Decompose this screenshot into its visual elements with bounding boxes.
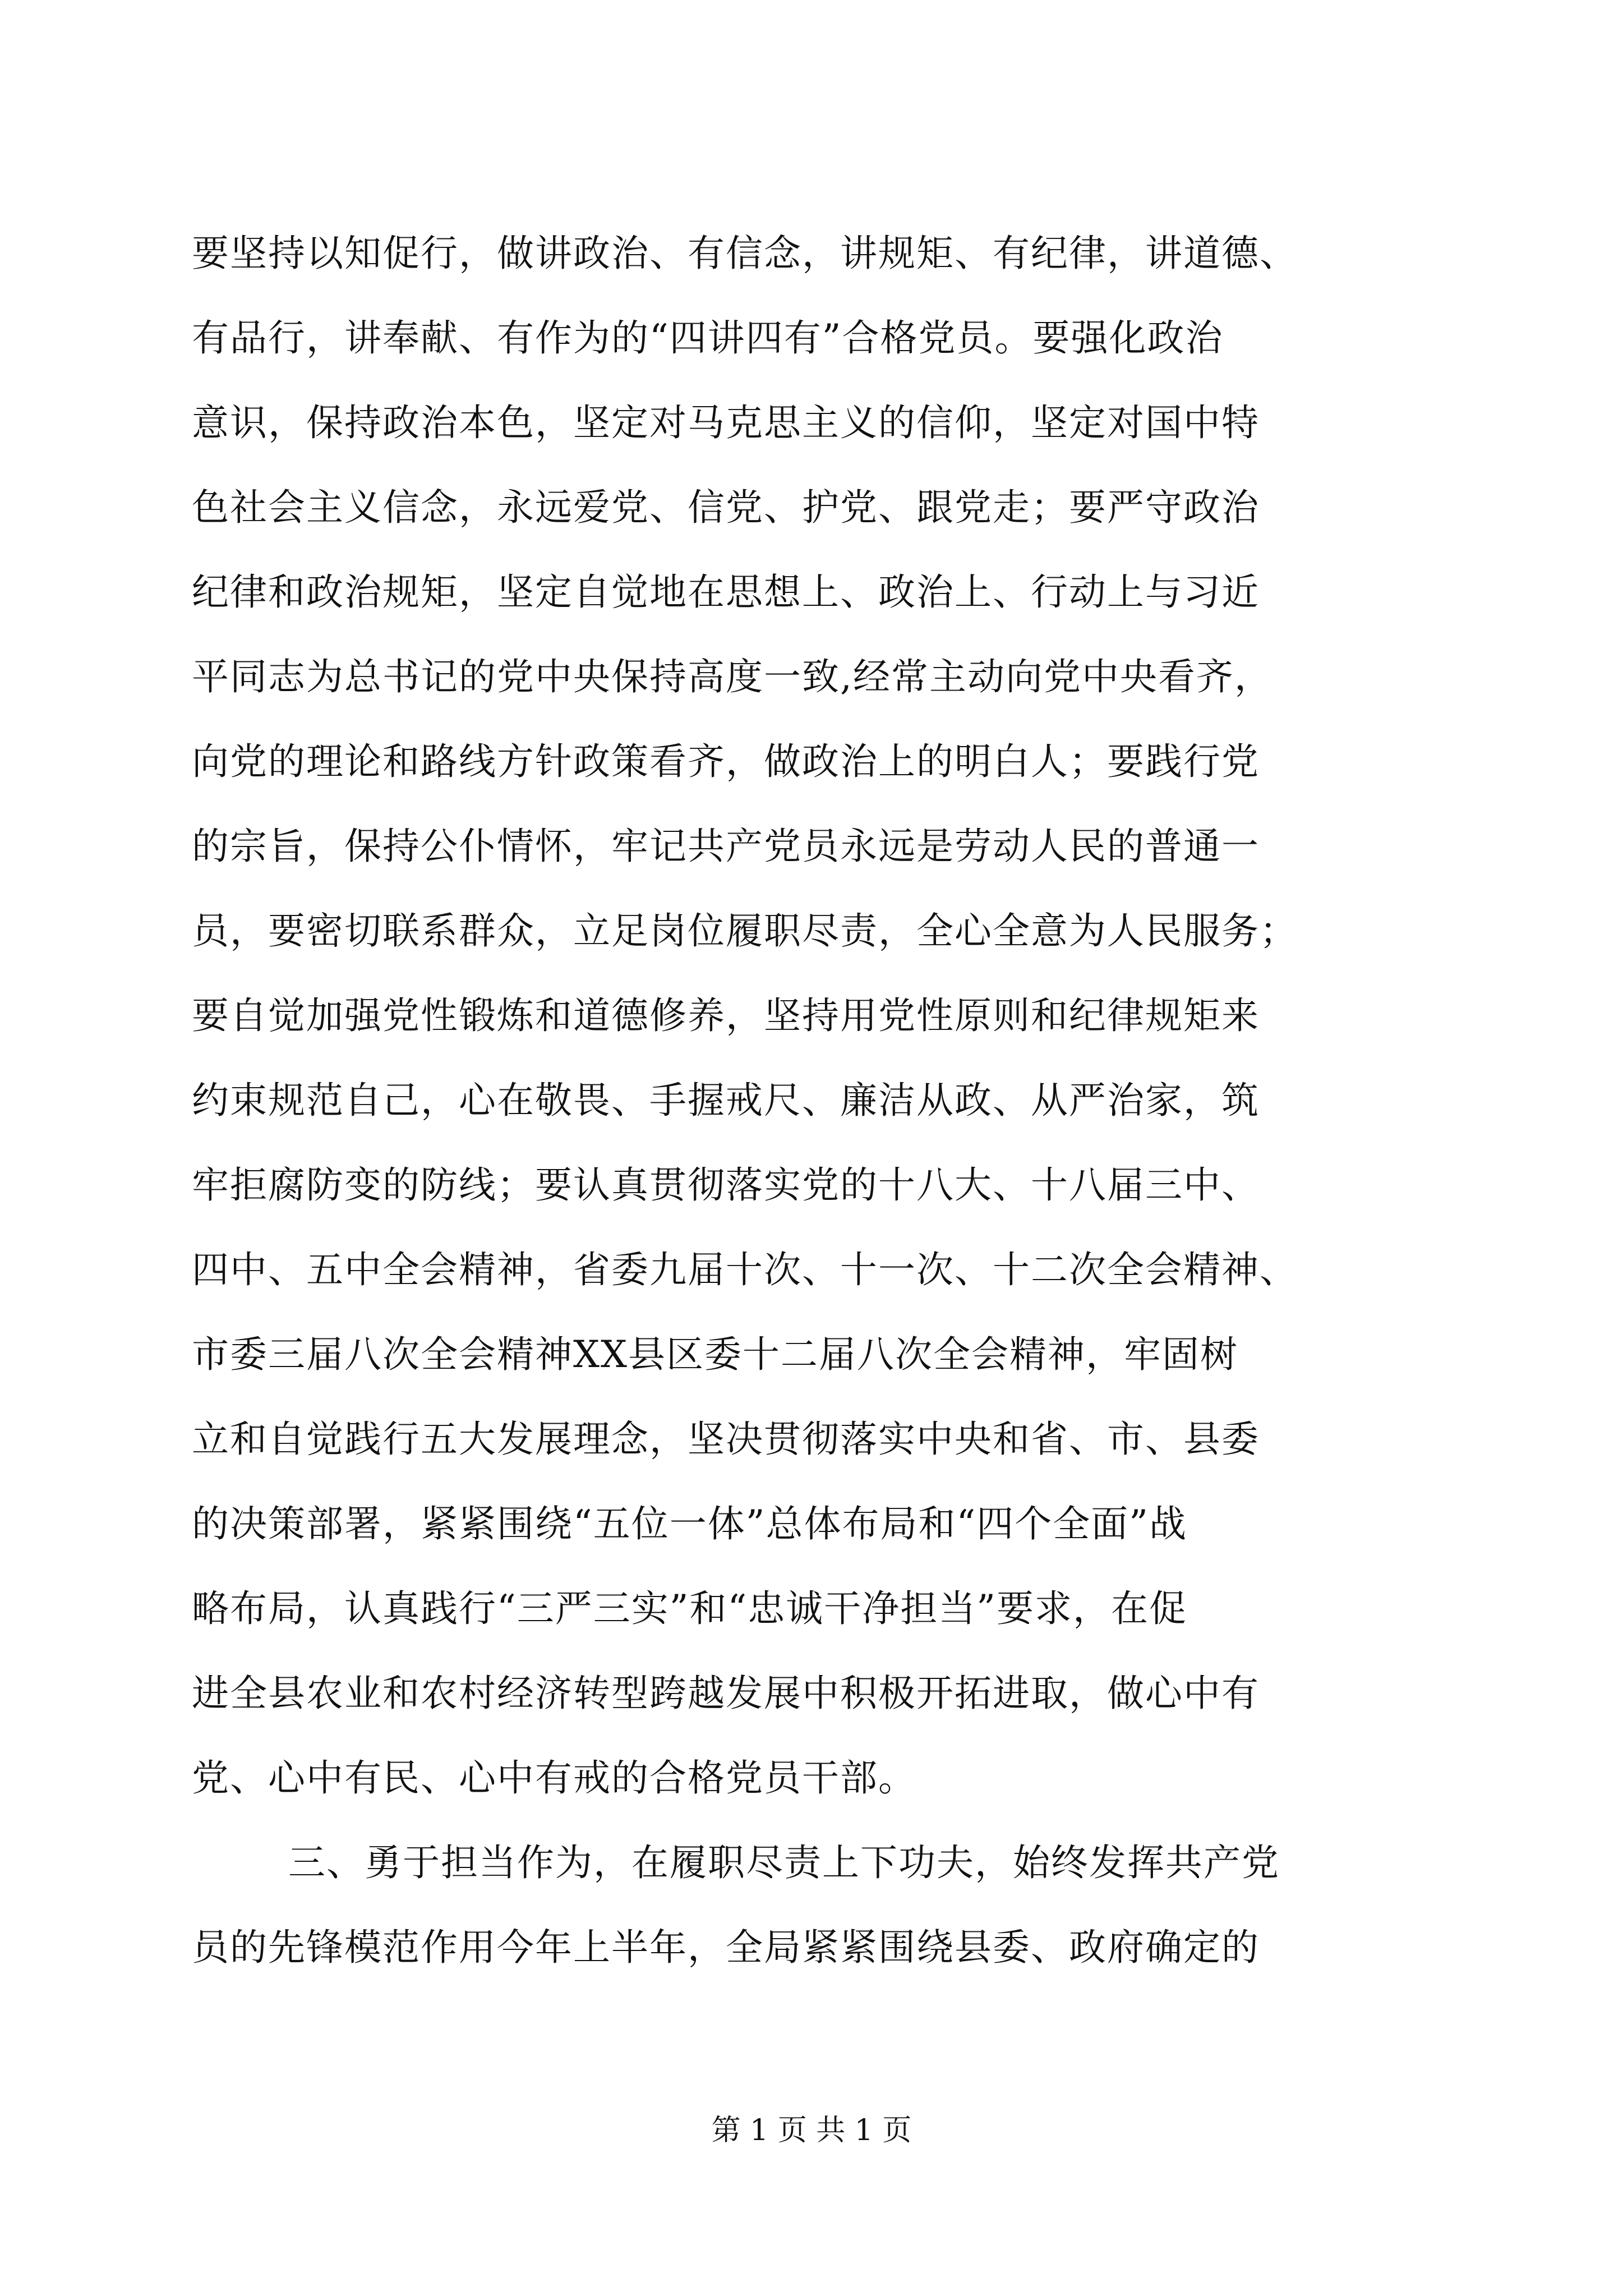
- body-text: [192, 211, 1431, 1990]
- text-line: 牢拒腐防变的防线；要认真贯彻落实党的十八大、十八届三中、: [192, 1163, 1260, 1207]
- text-line: 平同志为总书记的党中央保持高度一致,经常主动向党中央看齐，: [192, 655, 1272, 698]
- text-line: 色社会主义信念，永远爱党、信党、护党、跟党走；要严守政治: [192, 486, 1260, 529]
- text-line: 纪律和政治规矩，坚定自觉地在思想上、政治上、行动上与习近: [192, 570, 1260, 614]
- text-line: 约束规范自己，心在敬畏、手握戒尺、廉洁从政、从严治家，筑: [192, 1079, 1260, 1122]
- paragraph-start-line: 三、勇于担当作为，在履职尽责上下功夫，始终发挥共产党: [288, 1841, 1280, 1884]
- text-line: 向党的理论和路线方针政策看齐，做政治上的明白人；要践行党: [192, 740, 1260, 783]
- text-line: 要坚持以知促行，做讲政治、有信念，讲规矩、有纪律，讲道德、: [192, 232, 1298, 275]
- text-line: 进全县农业和农村经济转型跨越发展中积极开拓进取，做心中有: [192, 1672, 1260, 1715]
- text-line: 意识，保持政治本色，坚定对马克思主义的信仰，坚定对国中特: [192, 401, 1260, 444]
- text-line: 略布局，认真践行“三严三实”和“忠诚干净担当”要求，在促: [192, 1587, 1187, 1630]
- text-line: 员的先锋模范作用今年上半年，全局紧紧围绕县委、政府确定的: [192, 1926, 1260, 1969]
- text-line: 市委三届八次全会精神XX县区委十二届八次全会精神，牢固树: [192, 1333, 1238, 1376]
- text-line: 要自觉加强党性锻炼和道德修养，坚持用党性原则和纪律规矩来: [192, 994, 1260, 1037]
- page-footer: 第 1 页 共 1 页: [711, 2114, 912, 2147]
- text-line: 员，要密切联系群众，立足岗位履职尽责，全心全意为人民服务；: [192, 909, 1298, 953]
- text-line: 立和自觉践行五大发展理念，坚决贯彻落实中央和省、市、县委: [192, 1418, 1260, 1461]
- text-line: 有品行，讲奉献、有作为的“四讲四有”合格党员。要强化政治: [192, 316, 1224, 360]
- text-line: 的宗旨，保持公仆情怀，牢记共产党员永远是劳动人民的普通一: [192, 825, 1260, 868]
- text-line: 党、心中有民、心中有戒的合格党员干部。: [192, 1756, 916, 1800]
- text-line: 四中、五中全会精神，省委九届十次、十一次、十二次全会精神、: [192, 1248, 1298, 1291]
- text-line: 的决策部署，紧紧围绕“五位一体”总体布局和“四个全面”战: [192, 1502, 1187, 1545]
